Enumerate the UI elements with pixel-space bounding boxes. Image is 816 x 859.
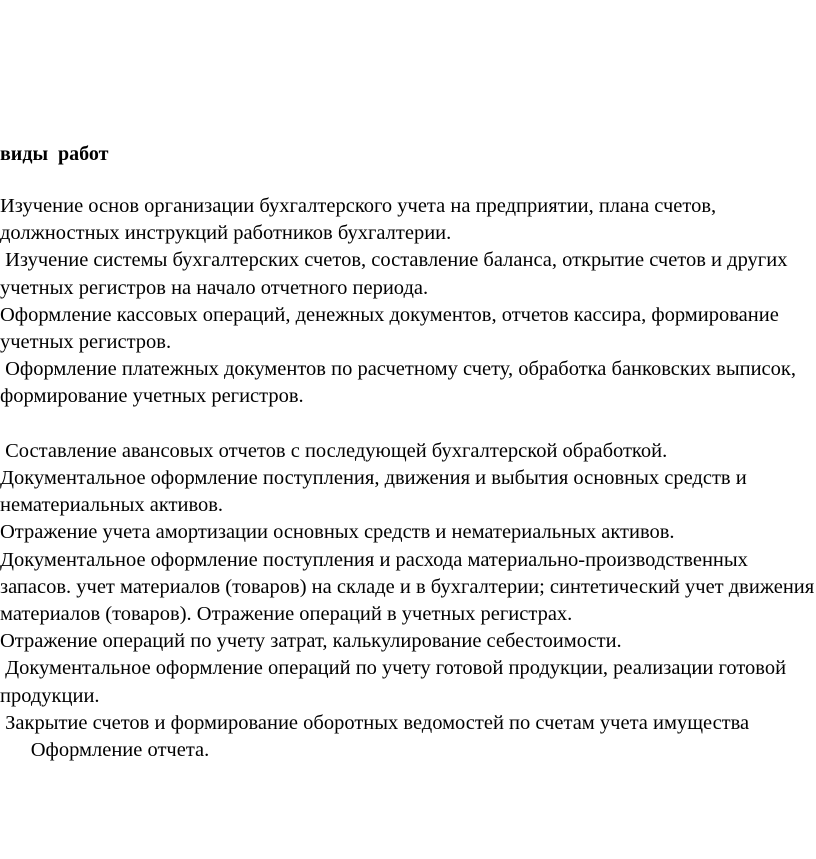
work-item-9: Отражение операций по учету затрат, калькулирование себестоимости.: [0, 630, 622, 653]
work-item-10: Документальное оформление операций по учету готовой продукции, реализации готовой продукции.: [0, 657, 792, 707]
paragraph-spacer: [0, 411, 816, 438]
work-item-12: Оформление отчета.: [0, 739, 210, 762]
work-item-11: Закрытие счетов и формирование оборотных ведомостей по счетам учета имущества: [0, 711, 750, 734]
work-item-8: Документальное оформление поступления и расхода материально-производственных запасов. учет материалов (товаров) на складе и в бухгалтерии; синтетический учет движения материалов (товаров). Отражение операций в учетных регистрах.: [0, 548, 815, 626]
work-item-3: Оформление кассовых операций, денежных документов, отчетов кассира, формирование учетных регистров.: [0, 303, 784, 354]
work-item-1: Изучение основ организации бухгалтерского учета на предприятии, плана счетов, должностных инструкций работников бухгалтерии.: [0, 195, 722, 245]
work-item-6: Документальное оформление поступления, движения и выбытия основных средств и нематериальных активов.: [0, 467, 752, 517]
work-types-list: [0, 193, 816, 764]
work-item-5: Составление авансовых отчетов с последующей бухгалтерской обработкой.: [0, 439, 668, 462]
work-item-7: Отражение учета амортизации основных средств и нематериальных активов.: [0, 521, 675, 544]
section-heading: виды работ: [0, 143, 109, 165]
work-item-2: Изучение системы бухгалтерских счетов, составление баланса, открытие счетов и других учетных регистров на начало отчетного периода.: [0, 249, 793, 299]
work-item-4: Оформление платежных документов по расчетному счету, обработка банковских выписок, формирование учетных регистров.: [0, 358, 802, 408]
